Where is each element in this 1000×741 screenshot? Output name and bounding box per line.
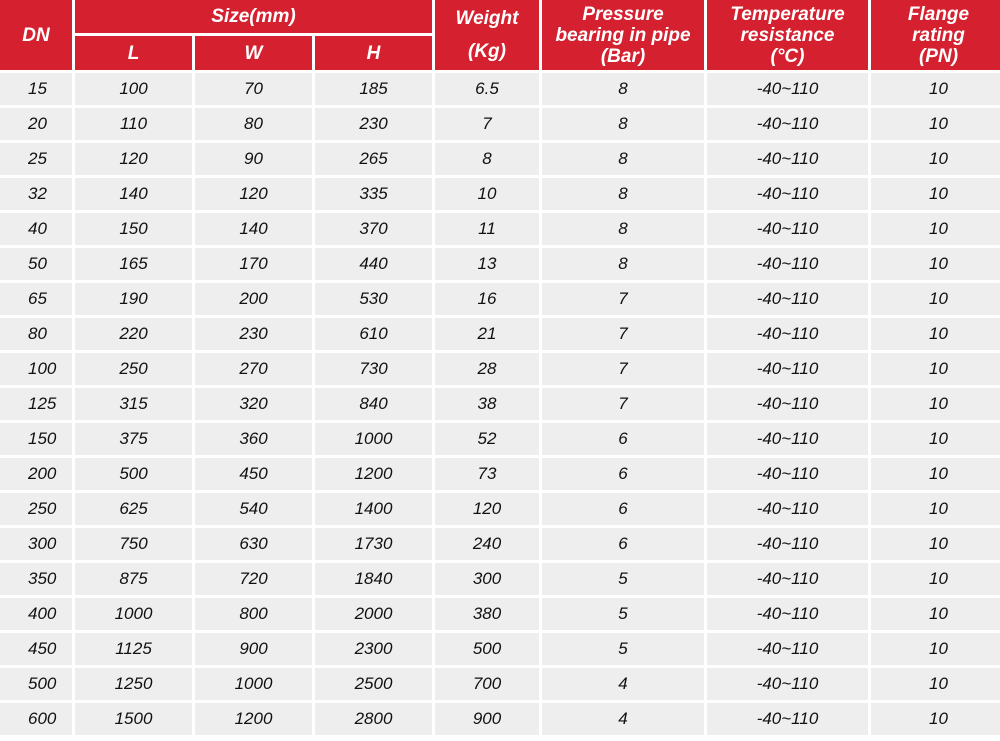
cell-flange: 10	[871, 178, 1000, 210]
header-temperature-line-3: (°C)	[770, 45, 805, 67]
cell-temperature: -40~110	[707, 423, 868, 455]
cell-flange: 10	[871, 283, 1000, 315]
cell-pressure: 4	[542, 703, 704, 735]
cell-dn: 200	[0, 458, 72, 490]
cell-width: 230	[195, 318, 312, 350]
cell-width: 1200	[195, 703, 312, 735]
cell-length: 500	[75, 458, 192, 490]
cell-weight: 8	[435, 143, 539, 175]
cell-height: 530	[315, 283, 432, 315]
cell-height: 1400	[315, 493, 432, 525]
cell-width: 320	[195, 388, 312, 420]
cell-length: 1000	[75, 598, 192, 630]
cell-pressure: 8	[542, 73, 704, 105]
cell-weight: 10	[435, 178, 539, 210]
header-flange-line-1: Flange	[907, 3, 970, 25]
cell-flange: 10	[871, 563, 1000, 595]
cell-weight: 300	[435, 563, 539, 595]
table-row	[0, 668, 1000, 700]
cell-pressure: 6	[542, 458, 704, 490]
cell-pressure: 6	[542, 528, 704, 560]
cell-pressure: 5	[542, 563, 704, 595]
table-row	[0, 423, 1000, 455]
cell-flange: 10	[871, 703, 1000, 735]
table-row	[0, 388, 1000, 420]
cell-height: 1000	[315, 423, 432, 455]
cell-pressure: 4	[542, 668, 704, 700]
cell-flange: 10	[871, 493, 1000, 525]
cell-height: 2000	[315, 598, 432, 630]
table-row	[0, 493, 1000, 525]
cell-length: 1250	[75, 668, 192, 700]
header-flange	[871, 0, 1000, 70]
cell-weight: 28	[435, 353, 539, 385]
header-flange-line-2: rating	[912, 24, 965, 46]
cell-length: 110	[75, 108, 192, 140]
cell-width: 70	[195, 73, 312, 105]
cell-temperature: -40~110	[707, 458, 868, 490]
cell-pressure: 7	[542, 318, 704, 350]
cell-length: 625	[75, 493, 192, 525]
cell-dn: 400	[0, 598, 72, 630]
cell-dn: 80	[0, 318, 72, 350]
cell-temperature: -40~110	[707, 178, 868, 210]
cell-flange: 10	[871, 248, 1000, 280]
cell-width: 270	[195, 353, 312, 385]
cell-height: 1730	[315, 528, 432, 560]
cell-width: 360	[195, 423, 312, 455]
cell-length: 100	[75, 73, 192, 105]
cell-flange: 10	[871, 388, 1000, 420]
cell-flange: 10	[871, 668, 1000, 700]
cell-pressure: 7	[542, 283, 704, 315]
cell-height: 185	[315, 73, 432, 105]
header-flange-line-3: (PN)	[918, 45, 959, 67]
cell-flange: 10	[871, 213, 1000, 245]
cell-height: 610	[315, 318, 432, 350]
cell-temperature: -40~110	[707, 563, 868, 595]
cell-weight: 380	[435, 598, 539, 630]
cell-height: 1840	[315, 563, 432, 595]
cell-height: 2300	[315, 633, 432, 665]
cell-dn: 500	[0, 668, 72, 700]
cell-temperature: -40~110	[707, 633, 868, 665]
cell-length: 190	[75, 283, 192, 315]
cell-temperature: -40~110	[707, 143, 868, 175]
cell-flange: 10	[871, 458, 1000, 490]
table-row	[0, 563, 1000, 595]
cell-dn: 40	[0, 213, 72, 245]
cell-length: 140	[75, 178, 192, 210]
cell-dn: 65	[0, 283, 72, 315]
header-size-l: L	[75, 36, 192, 70]
cell-pressure: 5	[542, 633, 704, 665]
cell-length: 375	[75, 423, 192, 455]
header-weight-line-2: (Kg)	[468, 41, 506, 62]
table-row	[0, 458, 1000, 490]
cell-temperature: -40~110	[707, 703, 868, 735]
header-pressure-line-1: Pressure	[582, 3, 664, 25]
cell-height: 2500	[315, 668, 432, 700]
cell-flange: 10	[871, 318, 1000, 350]
cell-pressure: 5	[542, 598, 704, 630]
cell-weight: 900	[435, 703, 539, 735]
cell-weight: 500	[435, 633, 539, 665]
cell-dn: 350	[0, 563, 72, 595]
cell-height: 230	[315, 108, 432, 140]
cell-weight: 16	[435, 283, 539, 315]
table-row	[0, 143, 1000, 175]
cell-width: 900	[195, 633, 312, 665]
cell-length: 165	[75, 248, 192, 280]
cell-weight: 120	[435, 493, 539, 525]
cell-height: 335	[315, 178, 432, 210]
cell-pressure: 7	[542, 353, 704, 385]
table-row	[0, 703, 1000, 735]
cell-temperature: -40~110	[707, 283, 868, 315]
header-size-h: H	[315, 36, 432, 70]
cell-weight: 21	[435, 318, 539, 350]
cell-pressure: 8	[542, 108, 704, 140]
cell-length: 315	[75, 388, 192, 420]
cell-width: 630	[195, 528, 312, 560]
cell-weight: 73	[435, 458, 539, 490]
cell-flange: 10	[871, 423, 1000, 455]
cell-length: 1500	[75, 703, 192, 735]
cell-height: 1200	[315, 458, 432, 490]
cell-dn: 25	[0, 143, 72, 175]
cell-weight: 52	[435, 423, 539, 455]
cell-height: 840	[315, 388, 432, 420]
cell-dn: 20	[0, 108, 72, 140]
cell-temperature: -40~110	[707, 353, 868, 385]
cell-temperature: -40~110	[707, 493, 868, 525]
cell-width: 800	[195, 598, 312, 630]
cell-temperature: -40~110	[707, 73, 868, 105]
cell-weight: 11	[435, 213, 539, 245]
cell-pressure: 6	[542, 493, 704, 525]
cell-width: 90	[195, 143, 312, 175]
cell-length: 250	[75, 353, 192, 385]
cell-length: 220	[75, 318, 192, 350]
cell-width: 170	[195, 248, 312, 280]
table-row	[0, 633, 1000, 665]
table-row	[0, 353, 1000, 385]
table-row	[0, 248, 1000, 280]
cell-width: 80	[195, 108, 312, 140]
cell-length: 750	[75, 528, 192, 560]
table-row	[0, 178, 1000, 210]
cell-pressure: 8	[542, 248, 704, 280]
cell-length: 875	[75, 563, 192, 595]
cell-flange: 10	[871, 598, 1000, 630]
cell-width: 200	[195, 283, 312, 315]
cell-weight: 240	[435, 528, 539, 560]
cell-dn: 100	[0, 353, 72, 385]
table-row	[0, 283, 1000, 315]
header-weight-line-1: Weight	[455, 8, 519, 29]
cell-flange: 10	[871, 528, 1000, 560]
cell-temperature: -40~110	[707, 388, 868, 420]
table-row	[0, 598, 1000, 630]
table-row	[0, 73, 1000, 105]
header-temperature-line-2: resistance	[740, 24, 835, 46]
cell-pressure: 8	[542, 143, 704, 175]
header-temperature	[707, 0, 868, 70]
cell-weight: 7	[435, 108, 539, 140]
table-body	[0, 73, 1000, 735]
cell-height: 730	[315, 353, 432, 385]
header-dn: DN	[0, 0, 72, 70]
cell-width: 140	[195, 213, 312, 245]
cell-width: 1000	[195, 668, 312, 700]
cell-temperature: -40~110	[707, 598, 868, 630]
cell-height: 265	[315, 143, 432, 175]
cell-temperature: -40~110	[707, 318, 868, 350]
cell-pressure: 7	[542, 388, 704, 420]
table-row	[0, 318, 1000, 350]
cell-temperature: -40~110	[707, 528, 868, 560]
cell-length: 1125	[75, 633, 192, 665]
cell-weight: 6.5	[435, 73, 539, 105]
cell-dn: 250	[0, 493, 72, 525]
cell-pressure: 6	[542, 423, 704, 455]
cell-dn: 300	[0, 528, 72, 560]
cell-height: 370	[315, 213, 432, 245]
cell-temperature: -40~110	[707, 213, 868, 245]
cell-weight: 38	[435, 388, 539, 420]
cell-dn: 125	[0, 388, 72, 420]
cell-dn: 600	[0, 703, 72, 735]
header-temperature-line-1: Temperature	[730, 3, 845, 25]
header-size-w: W	[195, 36, 312, 70]
cell-dn: 32	[0, 178, 72, 210]
cell-flange: 10	[871, 633, 1000, 665]
cell-pressure: 8	[542, 213, 704, 245]
cell-flange: 10	[871, 353, 1000, 385]
cell-dn: 450	[0, 633, 72, 665]
cell-height: 440	[315, 248, 432, 280]
cell-dn: 15	[0, 73, 72, 105]
cell-temperature: -40~110	[707, 248, 868, 280]
cell-weight: 700	[435, 668, 539, 700]
table-row	[0, 528, 1000, 560]
cell-height: 2800	[315, 703, 432, 735]
table-row	[0, 108, 1000, 140]
cell-width: 120	[195, 178, 312, 210]
cell-flange: 10	[871, 108, 1000, 140]
cell-flange: 10	[871, 143, 1000, 175]
header-size: Size(mm)	[75, 0, 432, 33]
header-pressure-line-3: (Bar)	[600, 45, 646, 67]
cell-length: 120	[75, 143, 192, 175]
header-pressure-line-2: bearing in pipe	[555, 24, 691, 46]
cell-length: 150	[75, 213, 192, 245]
table-header	[0, 0, 1000, 70]
cell-temperature: -40~110	[707, 668, 868, 700]
header-weight	[435, 0, 539, 70]
table-row	[0, 213, 1000, 245]
cell-dn: 50	[0, 248, 72, 280]
cell-width: 720	[195, 563, 312, 595]
cell-pressure: 8	[542, 178, 704, 210]
cell-temperature: -40~110	[707, 108, 868, 140]
cell-dn: 150	[0, 423, 72, 455]
cell-weight: 13	[435, 248, 539, 280]
cell-width: 540	[195, 493, 312, 525]
header-pressure	[542, 0, 704, 70]
cell-width: 450	[195, 458, 312, 490]
cell-flange: 10	[871, 73, 1000, 105]
